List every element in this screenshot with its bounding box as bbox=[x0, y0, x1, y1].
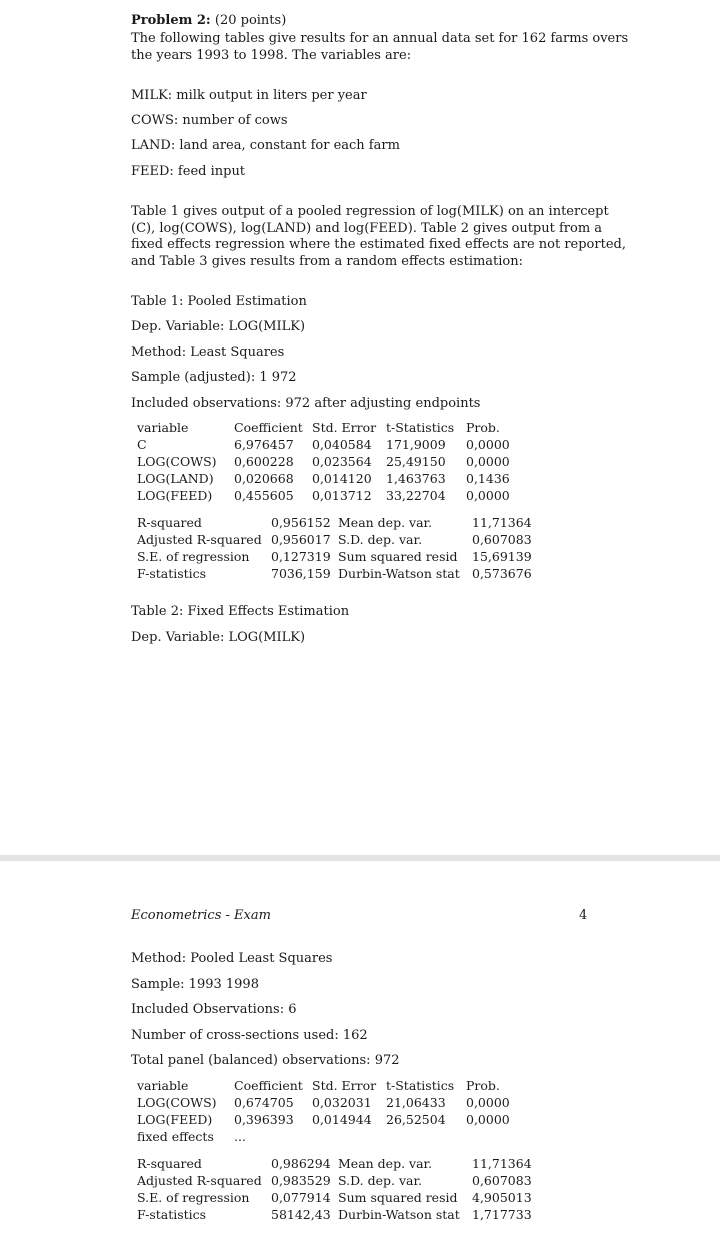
stat-value: 0,607083 bbox=[472, 1173, 532, 1188]
table2-header-coefficient: Coefficient bbox=[234, 1078, 303, 1093]
table-cell: LOG(COWS) bbox=[137, 454, 217, 469]
stat-value: 15,69139 bbox=[472, 549, 532, 564]
table1-method: Method: Least Squares bbox=[131, 345, 285, 360]
stat-label: Adjusted R-squared bbox=[137, 532, 262, 547]
table-cell: 6,976457 bbox=[234, 437, 294, 452]
variable-milk: MILK: milk output in liters per year bbox=[131, 88, 367, 103]
page-2 bbox=[0, 861, 720, 1234]
table-cell: LOG(FEED) bbox=[137, 488, 213, 503]
table-cell: 21,06433 bbox=[386, 1095, 446, 1110]
description-line: and Table 3 gives results from a random effects estimation: bbox=[131, 253, 524, 269]
stat-label: Durbin-Watson stat bbox=[338, 566, 460, 581]
page-number: 4 bbox=[579, 908, 588, 923]
table-cell: 0,674705 bbox=[234, 1095, 294, 1110]
stat-value: 0,983529 bbox=[271, 1173, 331, 1188]
variable-land: LAND: land area, constant for each farm bbox=[131, 138, 400, 153]
table1-header-variable: variable bbox=[137, 420, 189, 435]
table-cell: 0,455605 bbox=[234, 488, 294, 503]
table2-header-t-stat: t-Statistics bbox=[386, 1078, 455, 1093]
table2-cross-sections: Number of cross-sections used: 162 bbox=[131, 1028, 368, 1043]
stat-value: 0,607083 bbox=[472, 532, 532, 547]
stat-value: 11,71364 bbox=[472, 1156, 532, 1171]
table2-header-prob: Prob. bbox=[466, 1078, 500, 1093]
stat-value: 0,956152 bbox=[271, 515, 331, 530]
stat-label: Sum squared resid bbox=[338, 549, 458, 564]
variable-cows: COWS: number of cows bbox=[131, 113, 288, 128]
table1-header-t-stat: t-Statistics bbox=[386, 420, 455, 435]
table-cell: 0,023564 bbox=[312, 454, 372, 469]
table-cell: 25,49150 bbox=[386, 454, 446, 469]
table-cell: ... bbox=[234, 1129, 246, 1144]
table2-title: Table 2: Fixed Effects Estimation bbox=[131, 604, 350, 619]
description-line: Table 1 gives output of a pooled regression of log(MILK) on an intercept bbox=[131, 204, 609, 219]
table-cell: 0,0000 bbox=[466, 1095, 510, 1110]
table1-header-prob: Prob. bbox=[466, 420, 500, 435]
table1-header-coefficient: Coefficient bbox=[234, 420, 303, 435]
table1-title: Table 1: Pooled Estimation bbox=[131, 294, 307, 309]
table-cell: 33,22704 bbox=[386, 488, 446, 503]
table-cell: 1,463763 bbox=[386, 471, 446, 486]
table-cell: 0,396393 bbox=[234, 1112, 294, 1127]
stat-value: 7036,159 bbox=[271, 566, 331, 581]
stat-value: 58142,43 bbox=[271, 1207, 331, 1222]
stat-label: R-squared bbox=[137, 1156, 202, 1171]
table2-dep-var: Dep. Variable: LOG(MILK) bbox=[131, 630, 306, 645]
table-cell: 0,1436 bbox=[466, 471, 510, 486]
problem-heading-line bbox=[131, 13, 286, 30]
table-cell: 0,020668 bbox=[234, 471, 294, 486]
stat-label: S.E. of regression bbox=[137, 549, 250, 564]
intro-line: The following tables give results for an annual data set for 162 farms overs bbox=[131, 31, 629, 46]
table2-total-panel: Total panel (balanced) observations: 972 bbox=[131, 1053, 400, 1068]
table-cell: 0,0000 bbox=[466, 1112, 510, 1127]
table1-sample: Sample (adjusted): 1 972 bbox=[131, 370, 297, 385]
stat-label: F-statistics bbox=[137, 1207, 207, 1222]
stat-value: 11,71364 bbox=[472, 515, 532, 530]
stat-label: Mean dep. var. bbox=[338, 515, 433, 530]
table-cell: 0,014120 bbox=[312, 471, 372, 486]
table-cell: LOG(LAND) bbox=[137, 471, 214, 486]
table-cell: 0,0000 bbox=[466, 454, 510, 469]
stat-value: 0,986294 bbox=[271, 1156, 331, 1171]
intro-paragraph bbox=[131, 31, 629, 64]
stat-label: R-squared bbox=[137, 515, 202, 530]
table-cell: 0,032031 bbox=[312, 1095, 372, 1110]
stat-label: S.D. dep. var. bbox=[338, 532, 423, 547]
table-cell: 171,9009 bbox=[386, 437, 446, 452]
stat-value: 4,905013 bbox=[472, 1190, 532, 1205]
table-cell: 26,52504 bbox=[386, 1112, 446, 1127]
table-cell: 0,600228 bbox=[234, 454, 294, 469]
stat-label: Sum squared resid bbox=[338, 1190, 458, 1205]
table1-included: Included observations: 972 after adjusting endpoints bbox=[131, 396, 481, 411]
table-cell: 0,040584 bbox=[312, 437, 372, 452]
problem-points: (20 points) bbox=[214, 13, 287, 28]
table-cell: 0,014944 bbox=[312, 1112, 372, 1127]
table-cell: LOG(COWS) bbox=[137, 1095, 217, 1110]
table1-dep-var: Dep. Variable: LOG(MILK) bbox=[131, 319, 306, 334]
table2-header-std-error: Std. Error bbox=[312, 1078, 377, 1093]
table2-header-variable: variable bbox=[137, 1078, 189, 1093]
table-cell: 0,0000 bbox=[466, 488, 510, 503]
table-cell: 0,013712 bbox=[312, 488, 372, 503]
stat-value: 0,573676 bbox=[472, 566, 532, 581]
table-cell: C bbox=[137, 437, 147, 452]
running-header-title: Econometrics - Exam bbox=[131, 908, 271, 923]
stat-label: Durbin-Watson stat bbox=[338, 1207, 460, 1222]
problem-heading: Problem 2: bbox=[131, 13, 211, 28]
stat-value: 1,717733 bbox=[472, 1207, 532, 1222]
intro-line: the years 1993 to 1998. The variables are: bbox=[131, 47, 412, 63]
stat-label: F-statistics bbox=[137, 566, 207, 581]
stat-value: 0,956017 bbox=[271, 532, 331, 547]
stat-label: S.D. dep. var. bbox=[338, 1173, 423, 1188]
stat-label: Mean dep. var. bbox=[338, 1156, 433, 1171]
description-line: (C), log(COWS), log(LAND) and log(FEED). Table 2 gives output from a bbox=[131, 220, 603, 236]
table1-header-std-error: Std. Error bbox=[312, 420, 377, 435]
stat-value: 0,127319 bbox=[271, 549, 331, 564]
table-cell: LOG(FEED) bbox=[137, 1112, 213, 1127]
table2-included: Included Observations: 6 bbox=[131, 1002, 297, 1017]
variable-feed: FEED: feed input bbox=[131, 164, 246, 179]
table-cell: 0,0000 bbox=[466, 437, 510, 452]
stat-label: Adjusted R-squared bbox=[137, 1173, 262, 1188]
table2-method: Method: Pooled Least Squares bbox=[131, 951, 333, 966]
table2-sample: Sample: 1993 1998 bbox=[131, 977, 259, 992]
description-line: fixed effects regression where the estimated fixed effects are not reported, bbox=[131, 237, 626, 252]
stat-label: S.E. of regression bbox=[137, 1190, 250, 1205]
stat-value: 0,077914 bbox=[271, 1190, 331, 1205]
description-paragraph bbox=[131, 204, 626, 270]
table-cell: fixed effects bbox=[137, 1129, 214, 1144]
